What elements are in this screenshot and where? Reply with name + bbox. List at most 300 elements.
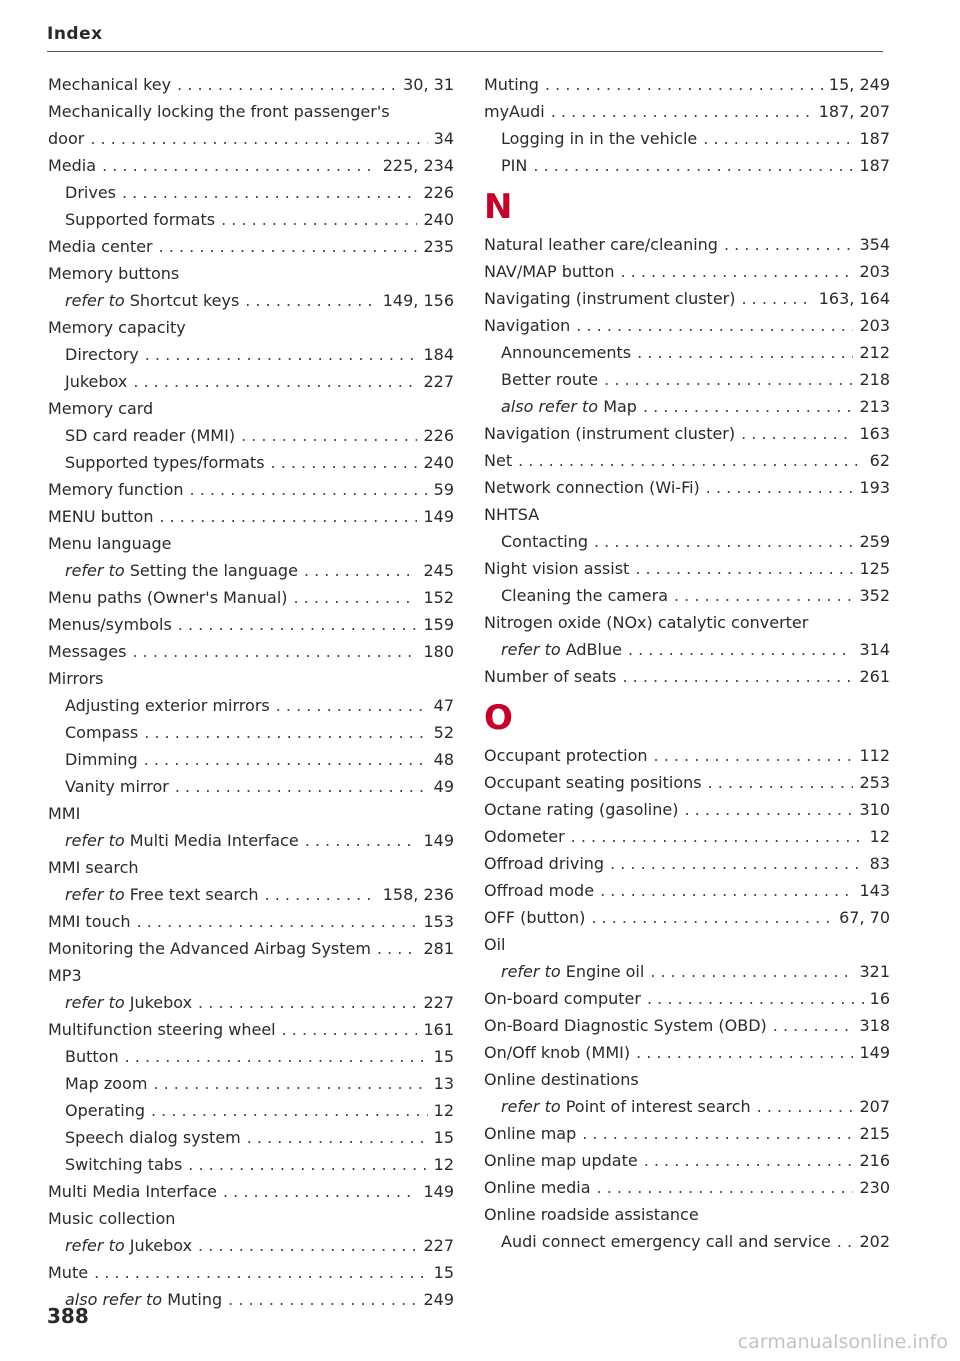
index-term-text: MENU button [48, 507, 154, 526]
index-term [48, 503, 153, 530]
index-term [48, 1259, 88, 1286]
dot-leader [245, 287, 376, 314]
index-term [501, 528, 588, 555]
index-subentry [48, 692, 454, 719]
dot-leader [703, 125, 853, 152]
index-page-numbers: 34 [433, 129, 454, 148]
index-term [65, 692, 270, 719]
header-divider [47, 51, 883, 52]
index-entry [484, 1120, 890, 1147]
index-page-numbers: 227 [423, 1236, 454, 1255]
dot-leader [637, 339, 853, 366]
index-term-text: MMI touch [48, 912, 131, 931]
index-page-numbers: 310 [859, 800, 890, 819]
index-page-numbers: 240 [423, 453, 454, 472]
index-term-text: Muting [484, 75, 539, 94]
index-page-numbers: 218 [859, 370, 890, 389]
index-page-numbers: 318 [859, 1016, 890, 1035]
index-entry [484, 769, 890, 796]
index-page-numbers: 152 [423, 588, 454, 607]
index-term [501, 958, 644, 985]
index-subentry [484, 339, 890, 366]
index-term [65, 881, 259, 908]
index-page-numbers: 216 [859, 1151, 890, 1170]
index-entry [484, 877, 890, 904]
index-page-numbers: 352 [859, 586, 890, 605]
dot-leader [265, 881, 377, 908]
index-term-text: Supported formats [65, 210, 216, 229]
index-page-numbers: 149 [423, 831, 454, 850]
dot-leader [620, 258, 853, 285]
index-page-numbers: 193 [859, 478, 890, 497]
index-term-text: Supported types/formats [65, 453, 265, 472]
index-subentry [48, 449, 454, 476]
index-term [484, 501, 539, 528]
index-page-numbers: 67, 70 [839, 908, 890, 927]
index-term-text: On/Off knob (MMI) [484, 1043, 631, 1062]
index-term [65, 1232, 192, 1259]
index-cross-reference: refer to [65, 291, 125, 310]
dot-leader [94, 1259, 428, 1286]
index-page-numbers: 48 [433, 750, 454, 769]
page-number: 388 [47, 1304, 89, 1328]
index-term-text: MMI [48, 804, 81, 823]
index-term [484, 555, 629, 582]
index-term [501, 339, 631, 366]
dot-leader [773, 1012, 854, 1039]
index-term [65, 989, 192, 1016]
index-term [484, 1147, 638, 1174]
dot-leader [144, 719, 427, 746]
index-cross-reference: also refer to [501, 397, 599, 416]
index-term [48, 962, 82, 989]
index-entry [48, 71, 454, 98]
index-subentry [484, 528, 890, 555]
index-page-numbers: 163, 164 [818, 289, 890, 308]
index-term [48, 71, 171, 98]
dot-leader [600, 877, 853, 904]
dot-leader [102, 152, 377, 179]
index-term-text: Number of seats [484, 667, 617, 686]
index-cross-reference: refer to [65, 561, 125, 580]
index-page-numbers: 354 [859, 235, 890, 254]
dot-leader [533, 152, 853, 179]
index-entry [484, 663, 890, 690]
index-term-text: Multifunction steering wheel [48, 1020, 276, 1039]
index-page-numbers: 184 [423, 345, 454, 364]
index-term [501, 152, 527, 179]
index-term-text: Media center [48, 237, 153, 256]
index-subentry [48, 719, 454, 746]
index-term-text: Memory function [48, 480, 184, 499]
page-header-title: Index [47, 24, 103, 44]
index-term-text: myAudi [484, 102, 545, 121]
dot-leader [647, 985, 864, 1012]
dot-leader [576, 312, 853, 339]
dot-leader [518, 447, 864, 474]
dot-leader [223, 1178, 417, 1205]
index-term-text: Nitrogen oxide (NOx) catalytic converter [484, 613, 809, 632]
index-term [48, 908, 131, 935]
index-term-text: Button [65, 1047, 119, 1066]
index-page-numbers: 149 [423, 1182, 454, 1201]
index-term [65, 719, 138, 746]
index-page-numbers: 52 [433, 723, 454, 742]
dot-leader [228, 1286, 417, 1313]
index-term [65, 557, 298, 584]
index-cross-reference: refer to [501, 962, 561, 981]
index-entry [484, 420, 890, 447]
index-term-text: Better route [501, 370, 599, 389]
index-term [484, 663, 616, 690]
dot-leader [90, 125, 427, 152]
index-term [48, 1178, 217, 1205]
index-page-numbers: 203 [859, 262, 890, 281]
index-entry [48, 476, 454, 503]
index-term-text: Multi Media Interface [48, 1182, 217, 1201]
index-term [501, 393, 637, 420]
dot-leader [241, 422, 417, 449]
index-term-text: Muting [167, 1290, 223, 1309]
index-term-text: On-Board Diagnostic System (OBD) [484, 1016, 767, 1035]
index-page-numbers: 30, 31 [403, 75, 454, 94]
index-cross-reference: refer to [65, 993, 125, 1012]
index-term-text: Navigating (instrument cluster) [484, 289, 736, 308]
index-term-text: Mirrors [48, 669, 104, 688]
index-page-numbers: 153 [423, 912, 454, 931]
dot-leader [684, 796, 853, 823]
index-entry [48, 260, 454, 287]
index-term-text: Night vision assist [484, 559, 630, 578]
index-entry [484, 98, 890, 125]
index-term-text: door [48, 129, 85, 148]
index-subentry [48, 1124, 454, 1151]
index-page-numbers: 16 [869, 989, 890, 1008]
dot-leader [145, 341, 418, 368]
index-cross-reference: refer to [65, 831, 125, 850]
dot-leader [582, 1120, 853, 1147]
index-term-text: Navigation [484, 316, 571, 335]
index-subentry [48, 989, 454, 1016]
index-page-numbers: 230 [859, 1178, 890, 1197]
dot-leader [594, 528, 853, 555]
dot-leader [271, 449, 418, 476]
index-term [48, 611, 172, 638]
index-term-text: Compass [65, 723, 139, 742]
index-subentry [48, 773, 454, 800]
dot-leader [175, 773, 428, 800]
dot-leader [837, 1228, 854, 1255]
index-entry [484, 1039, 890, 1066]
index-term [65, 746, 138, 773]
index-term [484, 420, 735, 447]
index-term [484, 1201, 699, 1228]
index-term [48, 233, 153, 260]
index-page-numbers: 202 [859, 1232, 890, 1251]
index-term [65, 773, 169, 800]
index-term-text: Memory buttons [48, 264, 180, 283]
dot-leader [125, 1043, 428, 1070]
index-entry [484, 1201, 890, 1228]
index-entry [48, 98, 454, 125]
index-page-numbers: 203 [859, 316, 890, 335]
dot-leader [674, 582, 853, 609]
index-subentry [48, 1151, 454, 1178]
index-page-numbers: 112 [859, 746, 890, 765]
index-term-text: Memory card [48, 399, 154, 418]
dot-leader [551, 98, 813, 125]
index-term-text: Offroad driving [484, 854, 605, 873]
index-term-text: Offroad mode [484, 881, 595, 900]
index-term-text: Navigation (instrument cluster) [484, 424, 736, 443]
index-term-text: Memory capacity [48, 318, 186, 337]
dot-leader [159, 233, 418, 260]
dot-leader [742, 285, 813, 312]
dot-leader [247, 1124, 428, 1151]
index-term [484, 769, 702, 796]
dot-leader [571, 823, 864, 850]
index-term [65, 827, 299, 854]
index-term-text: Setting the language [129, 561, 298, 580]
index-entry [48, 125, 454, 152]
index-subentry [48, 881, 454, 908]
dot-leader [221, 206, 417, 233]
index-term [65, 179, 116, 206]
index-page-numbers: 59 [433, 480, 454, 499]
index-subentry [48, 1286, 454, 1313]
dot-leader [644, 1147, 854, 1174]
dot-leader [282, 1016, 418, 1043]
index-cross-reference: refer to [65, 885, 125, 904]
index-entry [484, 258, 890, 285]
index-term [484, 931, 505, 958]
index-term-text: Directory [65, 345, 139, 364]
index-term-text: Point of interest search [565, 1097, 751, 1116]
index-term [484, 1120, 576, 1147]
index-subentry [484, 1228, 890, 1255]
index-cross-reference: refer to [501, 640, 561, 659]
index-subentry [484, 636, 890, 663]
index-term [484, 98, 545, 125]
index-term-text: Map [603, 397, 637, 416]
index-term [501, 125, 697, 152]
index-page-numbers: 215 [859, 1124, 890, 1143]
index-entry [48, 530, 454, 557]
dot-leader [635, 555, 853, 582]
index-subentry [484, 958, 890, 985]
index-entry [48, 584, 454, 611]
index-subentry [48, 341, 454, 368]
index-subentry [48, 1070, 454, 1097]
dot-leader [304, 557, 418, 584]
index-page-numbers: 15, 249 [828, 75, 890, 94]
dot-leader [178, 611, 418, 638]
dot-leader [159, 503, 417, 530]
index-term-text: NAV/MAP button [484, 262, 615, 281]
index-term [65, 341, 139, 368]
index-term [48, 98, 390, 125]
index-term [65, 449, 265, 476]
dot-leader [741, 420, 853, 447]
index-term-text: Messages [48, 642, 127, 661]
index-page-numbers: 187 [859, 129, 890, 148]
index-subentry [484, 582, 890, 609]
index-term [65, 287, 239, 314]
index-term [48, 935, 371, 962]
index-term [48, 152, 96, 179]
index-term [65, 1043, 119, 1070]
index-letter-heading: N [484, 187, 513, 227]
index-entry [48, 1016, 454, 1043]
index-term-text: Cleaning the camera [501, 586, 668, 605]
index-term-text: Drives [65, 183, 116, 202]
index-term [48, 800, 80, 827]
index-entry [484, 931, 890, 958]
dot-leader [604, 366, 853, 393]
index-term [501, 1093, 751, 1120]
index-term [484, 1012, 767, 1039]
index-term-text: Occupant seating positions [484, 773, 702, 792]
index-term-text: OFF (button) [484, 908, 586, 927]
index-page-numbers: 321 [859, 962, 890, 981]
index-column-left [48, 71, 454, 1313]
index-page-numbers: 213 [859, 397, 890, 416]
dot-leader [137, 908, 418, 935]
dot-leader [708, 769, 854, 796]
index-term-text: Menu language [48, 534, 172, 553]
dot-leader [153, 1070, 427, 1097]
index-subentry [48, 422, 454, 449]
index-term [65, 1070, 147, 1097]
index-page-numbers: 15 [433, 1263, 454, 1282]
index-subentry [48, 1043, 454, 1070]
index-page-numbers: 161 [423, 1020, 454, 1039]
dot-leader [757, 1093, 854, 1120]
index-term [65, 206, 215, 233]
index-term-text: Oil [484, 935, 506, 954]
index-entry [48, 1259, 454, 1286]
dot-leader [190, 476, 428, 503]
index-term-text: Announcements [501, 343, 632, 362]
index-term-text: Odometer [484, 827, 565, 846]
index-entry [484, 823, 890, 850]
index-term-text: Occupant protection [484, 746, 648, 765]
index-term-text: Menu paths (Owner's Manual) [48, 588, 288, 607]
index-letter-heading: O [484, 698, 513, 738]
index-term [48, 854, 139, 881]
index-entry [484, 1147, 890, 1174]
index-entry [484, 985, 890, 1012]
index-term-text: Speech dialog system [65, 1128, 241, 1147]
index-page-numbers: 12 [869, 827, 890, 846]
index-page-numbers: 227 [423, 372, 454, 391]
index-term [501, 1228, 831, 1255]
index-cross-reference: also refer to [65, 1290, 163, 1309]
index-term [501, 582, 668, 609]
index-term [48, 665, 103, 692]
index-term-text: Mechanically locking the front passenger's [48, 102, 390, 121]
index-entry [48, 800, 454, 827]
dot-leader [294, 584, 418, 611]
index-page-numbers: 15 [433, 1128, 454, 1147]
index-page-numbers: 235 [423, 237, 454, 256]
dot-leader [643, 393, 854, 420]
index-entry [484, 447, 890, 474]
index-entry [484, 474, 890, 501]
index-subentry [48, 206, 454, 233]
index-term [501, 366, 598, 393]
index-term [484, 285, 736, 312]
index-cross-reference: refer to [65, 1236, 125, 1255]
dot-leader [610, 850, 864, 877]
index-page-numbers: 253 [859, 773, 890, 792]
index-subentry [484, 1093, 890, 1120]
index-term-text: Switching tabs [65, 1155, 183, 1174]
dot-leader [132, 638, 417, 665]
index-term [48, 530, 172, 557]
index-entry [48, 962, 454, 989]
index-term [484, 1039, 630, 1066]
index-term-text: Online destinations [484, 1070, 639, 1089]
index-term-text: Audi connect emergency call and service [501, 1232, 831, 1251]
dot-leader [198, 989, 417, 1016]
index-page-numbers: 180 [423, 642, 454, 661]
dot-leader [198, 1232, 417, 1259]
index-term [484, 985, 641, 1012]
index-term [48, 395, 153, 422]
index-term-text: PIN [501, 156, 528, 175]
index-term-text: Free text search [129, 885, 259, 904]
index-term-text: Contacting [501, 532, 588, 551]
index-term-text: MMI search [48, 858, 139, 877]
dot-leader [706, 474, 854, 501]
index-term-text: Music collection [48, 1209, 176, 1228]
index-page-numbers: 83 [869, 854, 890, 873]
index-page-numbers: 15 [433, 1047, 454, 1066]
index-term [65, 1151, 182, 1178]
index-term-text: Menus/symbols [48, 615, 172, 634]
index-term-text: Online media [484, 1178, 591, 1197]
index-page-numbers: 149 [423, 507, 454, 526]
index-entry [484, 850, 890, 877]
index-term-text: Dimming [65, 750, 138, 769]
index-subentry [484, 125, 890, 152]
index-entry [484, 285, 890, 312]
index-entry [48, 314, 454, 341]
dot-leader [654, 742, 854, 769]
index-term-text: Online roadside assistance [484, 1205, 699, 1224]
index-term-text: Octane rating (gasoline) [484, 800, 679, 819]
index-subentry [48, 287, 454, 314]
dot-leader [377, 935, 418, 962]
index-term-text: Jukebox [129, 993, 193, 1012]
index-page-numbers: 149, 156 [382, 291, 454, 310]
index-term-text: Jukebox [65, 372, 128, 391]
index-page-numbers: 158, 236 [382, 885, 454, 904]
index-term [48, 314, 186, 341]
index-entry [484, 1066, 890, 1093]
index-term-text: MP3 [48, 966, 82, 985]
index-page-numbers: 240 [423, 210, 454, 229]
index-entry [484, 231, 890, 258]
index-cross-reference: refer to [501, 1097, 561, 1116]
dot-leader [597, 1174, 854, 1201]
index-term [484, 447, 512, 474]
dot-leader [724, 231, 854, 258]
index-entry [484, 609, 890, 636]
index-term [484, 877, 594, 904]
index-entry [48, 395, 454, 422]
